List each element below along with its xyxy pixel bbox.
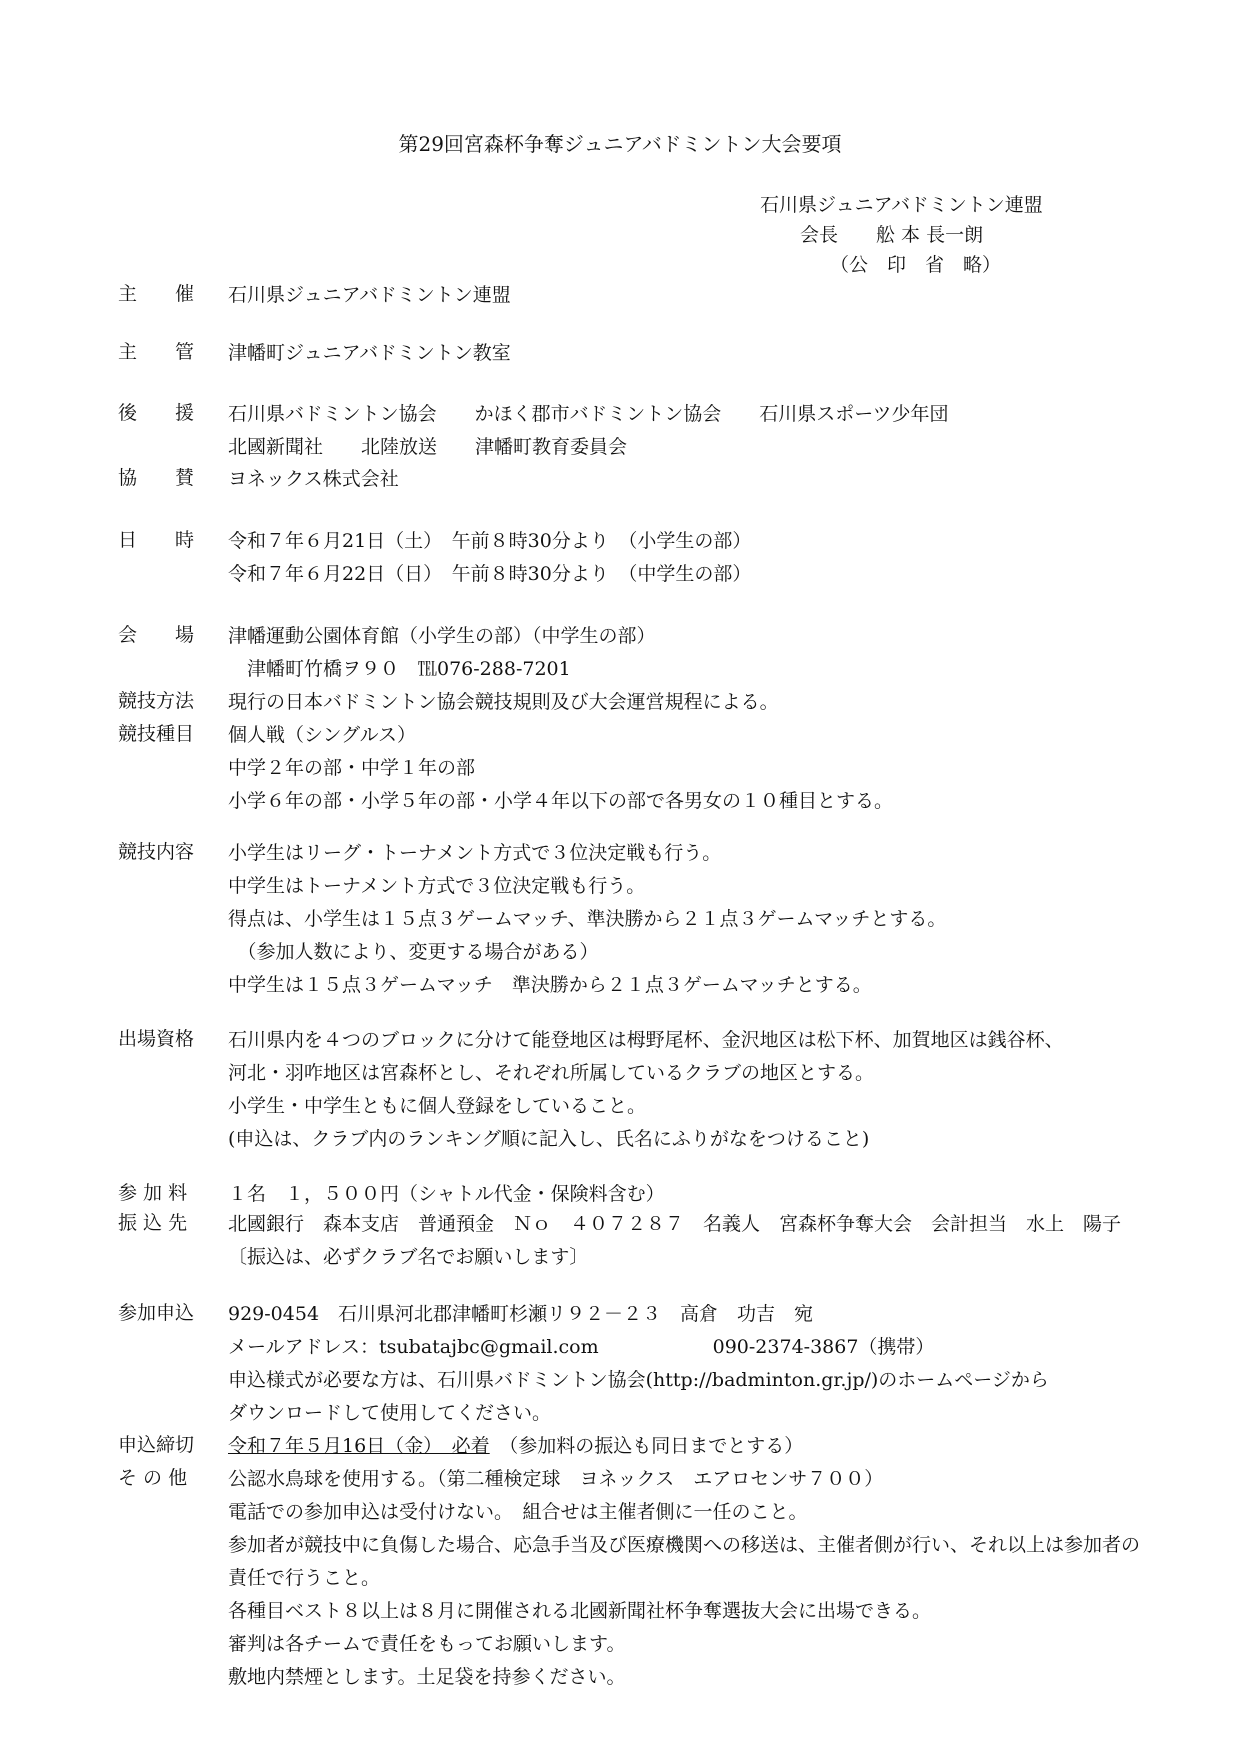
section-line: 参加者が競技中に負傷した場合、応急手当及び医療機関への移送は、主催者側が行い、それ以上は参加者の — [228, 1534, 1141, 1556]
section-line: 責任で行うこと。 — [228, 1567, 381, 1589]
section-line: 中学生はトーナメント方式で３位決定戦も行う。 — [228, 875, 646, 897]
section-label: 振 込 先 — [118, 1212, 188, 1234]
section-label: 参 加 料 — [118, 1182, 188, 1204]
section-label: そ の 他 — [118, 1467, 188, 1489]
section-line: 石川県内を４つのブロックに分けて能登地区は栂野尾杯、金沢地区は松下杯、加賀地区は銭谷杯、 — [228, 1029, 1064, 1051]
section-label: 主 管 — [118, 341, 195, 363]
section-label: 日 時 — [118, 529, 195, 551]
section-line: 申込様式が必要な方は、石川県バドミントン協会(http://badminton.gr.jp/)のホームページから — [228, 1369, 1049, 1391]
section-line: 小学生はリーグ・トーナメント方式で３位決定戦も行う。 — [228, 842, 722, 864]
section-line: 929-0454 石川県河北郡津幡町杉瀬リ９２－２３ 高倉 功吉 宛 — [228, 1303, 814, 1325]
section-line: 現行の日本バドミントン協会競技規則及び大会運営規程による。 — [228, 691, 779, 713]
section-line: １名 １，５００円（シャトル代金・保険料含む） — [228, 1183, 665, 1205]
section-label: 競技内容 — [118, 841, 195, 863]
section-line: 電話での参加申込は受付けない。 組合せは主催者側に一任のこと。 — [228, 1501, 808, 1523]
section-label: 申込締切 — [118, 1434, 195, 1456]
section-line: 北國銀行 森本支店 普通預金 Ｎｏ ４０７２８７ 名義人 宮森杯争奪大会 会計担当 水上 陽子 — [228, 1213, 1122, 1235]
section-line: 令和７年６月21日（土） 午前８時30分より （小学生の部） — [228, 530, 752, 552]
section-label: 協 賛 — [118, 467, 195, 489]
section-line: 北國新聞社 北陸放送 津幡町教育委員会 — [228, 436, 628, 458]
section-line: 審判は各チームで責任をもってお願いします。 — [228, 1633, 626, 1655]
section-line: 小学生・中学生ともに個人登録をしていること。 — [228, 1095, 647, 1117]
section-line: 個人戦（シングルス） — [228, 724, 417, 746]
section-line: 敷地内禁煙とします。土足袋を持参ください。 — [228, 1666, 626, 1688]
deadline-date: 令和７年５月16日（金） 必着 — [228, 1435, 490, 1457]
section-label: 競技方法 — [118, 690, 195, 712]
section-line: 小学６年の部・小学５年の部・小学４年以下の部で各男女の１０種目とする。 — [228, 790, 894, 812]
section-line: ダウンロードして使用してください。 — [228, 1402, 552, 1424]
section-line: 河北・羽咋地区は宮森杯とし、それぞれ所属しているクラブの地区とする。 — [228, 1062, 875, 1084]
document-title: 第29回宮森杯争奪ジュニアバドミントン大会要項 — [398, 132, 842, 156]
section-label: 後 援 — [118, 402, 195, 424]
section-line: 各種目ベスト８以上は８月に開催される北國新聞社杯争奪選抜大会に出場できる。 — [228, 1600, 932, 1622]
section-line: 中学２年の部・中学１年の部 — [228, 757, 476, 779]
section-label: 競技種目 — [118, 723, 195, 745]
section-label: 主 催 — [118, 283, 195, 305]
section-line: 〔振込は、必ずクラブ名でお願いします〕 — [228, 1246, 589, 1268]
deadline-note: （参加料の振込も同日までとする） — [508, 1435, 804, 1457]
seal-omitted-note: （公 印 省 略） — [830, 254, 1002, 276]
section-line: (申込は、クラブ内のランキング順に記入し、氏名にふりがなをつけること) — [228, 1128, 870, 1150]
section-line: 石川県バドミントン協会 かほく郡市バドミントン協会 石川県スポーツ少年団 — [228, 403, 949, 425]
section-line: 津幡町竹橋ヲ９０ ℡076-288-7201 — [228, 658, 571, 680]
section-line: 中学生は１５点３ゲームマッチ 準決勝から２１点３ゲームマッチとする。 — [228, 974, 872, 996]
section-line: （参加人数により、変更する場合がある） — [228, 941, 599, 963]
section-line: 津幡運動公園体育館（小学生の部）（中学生の部） — [228, 625, 656, 647]
section-label: 出場資格 — [118, 1028, 195, 1050]
section-line: メールアドレス：tsubatajbc@gmail.com 090-2374-3867（携帯） — [228, 1336, 935, 1358]
section-line: 石川県ジュニアバドミントン連盟 — [228, 284, 511, 306]
section-label: 会 場 — [118, 624, 195, 646]
section-line: 公認水鳥球を使用する。（第二種検定球 ヨネックス エアロセンサ７００） — [228, 1468, 884, 1490]
section-line: 得点は、小学生は１５点３ゲームマッチ、準決勝から２１点３ゲームマッチとする。 — [228, 908, 947, 930]
organizer-president: 会長 舩 本 長一朗 — [800, 224, 984, 246]
section-line: ヨネックス株式会社 — [228, 468, 399, 490]
organizer-name: 石川県ジュニアバドミントン連盟 — [760, 194, 1043, 216]
section-line: 津幡町ジュニアバドミントン教室 — [228, 342, 511, 364]
section-line: 令和７年６月22日（日） 午前８時30分より （中学生の部） — [228, 563, 752, 585]
section-label: 参加申込 — [118, 1302, 195, 1324]
